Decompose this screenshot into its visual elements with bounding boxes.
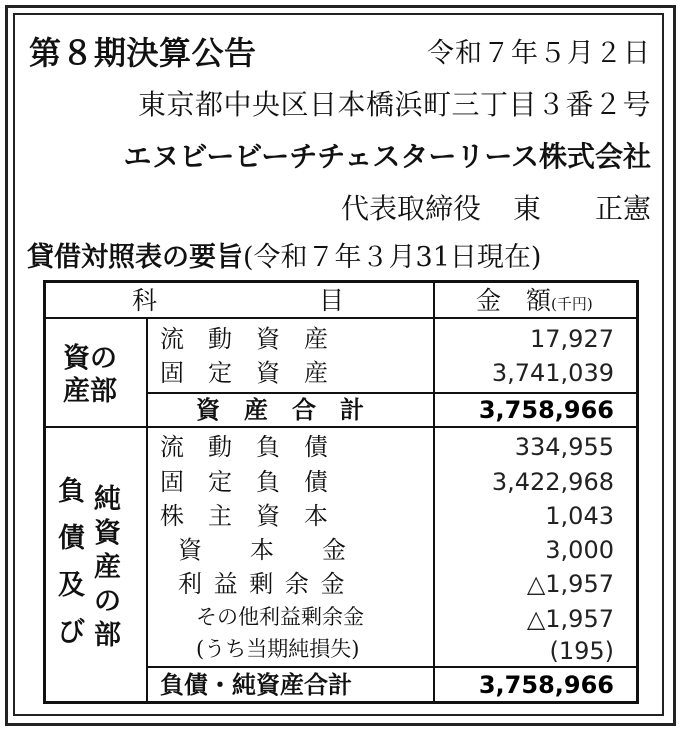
liabilities-row-value: △1,957 bbox=[526, 605, 614, 633]
assets-row-value: 3,741,039 bbox=[491, 359, 614, 387]
section-column-divider bbox=[146, 318, 148, 701]
liabilities-row-value: 334,955 bbox=[514, 433, 614, 461]
liabilities-row-label: 株 主 資 本 bbox=[160, 502, 328, 530]
assets-row-label: 固 定 資 産 bbox=[160, 359, 328, 387]
representative-given-name: 正憲 bbox=[594, 192, 651, 225]
liabilities-row-label: 固 定 負 債 bbox=[160, 468, 328, 496]
representative bbox=[340, 192, 651, 225]
assets-total-divider bbox=[146, 392, 636, 394]
liabilities-row-value: 3,422,968 bbox=[491, 468, 614, 496]
assets-total-label: 資 産 合 計 bbox=[196, 396, 364, 424]
balance-sheet-title bbox=[27, 244, 541, 271]
liabilities-row-label: その他利益剰余金 bbox=[196, 605, 364, 629]
liabilities-row-value: △1,957 bbox=[526, 570, 614, 598]
liabilities-row-value: 3,000 bbox=[545, 536, 614, 564]
assets-section-line2: 産部 bbox=[63, 376, 117, 407]
assets-section-divider bbox=[46, 426, 636, 428]
assets-row-label: 流 動 資 産 bbox=[160, 325, 328, 353]
liabilities-total-value: 3,758,966 bbox=[478, 671, 614, 699]
liabilities-row-label: 流 動 負 債 bbox=[160, 433, 328, 461]
assets-total-value: 3,758,966 bbox=[478, 396, 614, 424]
liabilities-section-col-a: 負債及び bbox=[58, 476, 85, 648]
liabilities-row-label: 資 本 金 bbox=[178, 536, 346, 564]
header-unit: (千円) bbox=[551, 295, 593, 313]
header-amount bbox=[476, 288, 593, 313]
liabilities-row-value: 1,043 bbox=[545, 502, 614, 530]
balance-sheet-period: (令和７年３月31日現在) bbox=[243, 242, 542, 273]
header-amount-label: 金 額 bbox=[476, 286, 552, 315]
assets-row-value: 17,927 bbox=[530, 325, 614, 353]
notice-date: 令和７年５月２日 bbox=[427, 38, 651, 69]
representative-title: 代表取締役 bbox=[340, 192, 481, 225]
balance-sheet-label: 貸借対照表の要旨 bbox=[27, 242, 243, 273]
notice-title: 第８期決算公告 bbox=[29, 34, 257, 72]
assets-section-line1: 資の bbox=[63, 343, 117, 374]
header-divider bbox=[46, 317, 636, 319]
balance-sheet-table bbox=[43, 280, 639, 704]
header-subject-1: 科 bbox=[132, 286, 158, 315]
company-name: エヌビービーチチェスターリース株式会社 bbox=[123, 140, 651, 173]
header-subject-2: 目 bbox=[319, 286, 345, 315]
liabilities-section-col-b: 純資産の部 bbox=[94, 484, 121, 651]
liabilities-row-label: 利 益 剰 余 金 bbox=[178, 570, 347, 598]
company-address: 東京都中央区日本橋浜町三丁目３番２号 bbox=[137, 88, 651, 121]
liabilities-row-value: (195) bbox=[549, 637, 614, 665]
liabilities-row-label: (うち当期純損失) bbox=[196, 637, 360, 661]
liabilities-total-label: 負債・純資産合計 bbox=[160, 671, 352, 699]
liabilities-total-divider bbox=[146, 666, 636, 668]
amount-column-divider bbox=[433, 283, 435, 701]
representative-surname: 東 bbox=[512, 192, 541, 225]
